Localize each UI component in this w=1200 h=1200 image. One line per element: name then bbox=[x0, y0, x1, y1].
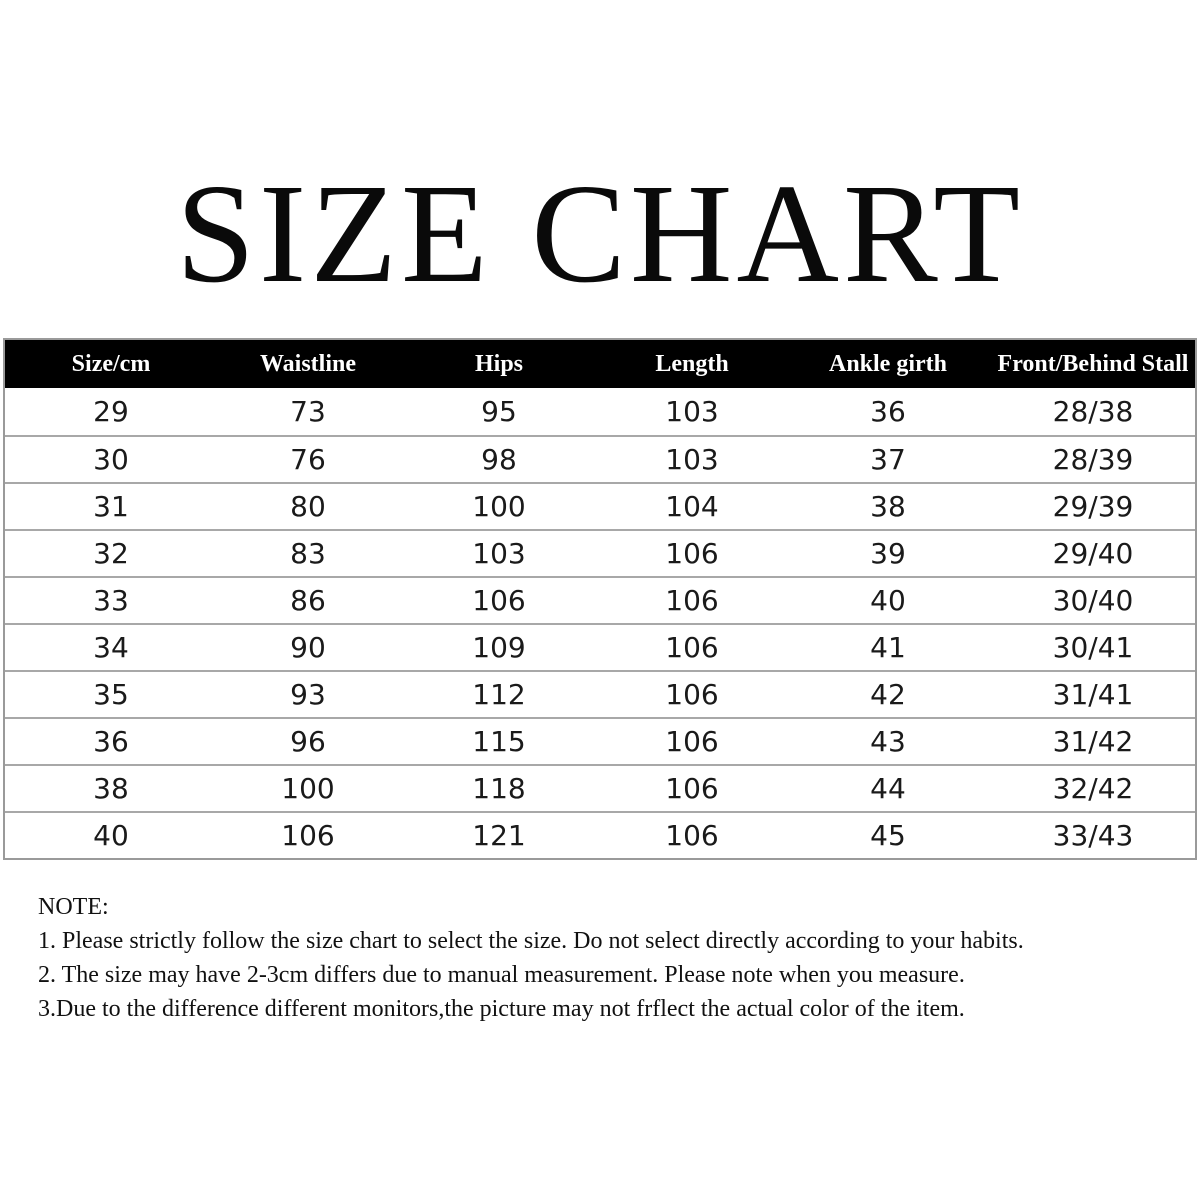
cell-length: 106 bbox=[665, 584, 719, 617]
cell-hips: 118 bbox=[472, 772, 526, 805]
notes-heading: NOTE: bbox=[38, 894, 109, 920]
cell-front-behind-stall: 33/43 bbox=[1052, 819, 1134, 852]
cell-size: 36 bbox=[93, 725, 129, 758]
table-row bbox=[5, 435, 1195, 482]
cell-size: 40 bbox=[93, 819, 129, 852]
cell-size: 35 bbox=[93, 678, 129, 711]
cell-size: 32 bbox=[93, 537, 129, 570]
table-row bbox=[5, 388, 1195, 435]
cell-front-behind-stall: 32/42 bbox=[1052, 772, 1134, 805]
cell-ankle-girth: 45 bbox=[870, 819, 906, 852]
cell-waistline: 76 bbox=[290, 443, 326, 476]
cell-waistline: 73 bbox=[290, 395, 326, 428]
cell-waistline: 83 bbox=[290, 537, 326, 570]
cell-length: 106 bbox=[665, 819, 719, 852]
cell-waistline: 100 bbox=[281, 772, 335, 805]
cell-hips: 121 bbox=[472, 819, 526, 852]
cell-length: 103 bbox=[665, 443, 719, 476]
notes-section bbox=[38, 890, 1188, 1026]
cell-length: 106 bbox=[665, 631, 719, 664]
cell-length: 106 bbox=[665, 678, 719, 711]
cell-front-behind-stall: 28/38 bbox=[1052, 395, 1134, 428]
table-row bbox=[5, 717, 1195, 764]
header-front-behind-stall: Front/Behind Stall bbox=[997, 350, 1189, 377]
table-row bbox=[5, 529, 1195, 576]
table-row bbox=[5, 811, 1195, 858]
table-row bbox=[5, 623, 1195, 670]
size-table bbox=[3, 338, 1197, 860]
table-header-row bbox=[5, 340, 1195, 388]
cell-front-behind-stall: 29/39 bbox=[1052, 490, 1134, 523]
cell-ankle-girth: 37 bbox=[870, 443, 906, 476]
cell-hips: 112 bbox=[472, 678, 526, 711]
cell-hips: 109 bbox=[472, 631, 526, 664]
cell-ankle-girth: 42 bbox=[870, 678, 906, 711]
cell-waistline: 96 bbox=[290, 725, 326, 758]
cell-hips: 115 bbox=[472, 725, 526, 758]
cell-waistline: 90 bbox=[290, 631, 326, 664]
cell-hips: 103 bbox=[472, 537, 526, 570]
cell-waistline: 86 bbox=[290, 584, 326, 617]
header-waistline: Waistline bbox=[259, 350, 356, 377]
cell-length: 106 bbox=[665, 725, 719, 758]
table-row bbox=[5, 764, 1195, 811]
cell-ankle-girth: 44 bbox=[870, 772, 906, 805]
cell-length: 106 bbox=[665, 537, 719, 570]
table-row bbox=[5, 576, 1195, 623]
cell-size: 38 bbox=[93, 772, 129, 805]
cell-size: 33 bbox=[93, 584, 129, 617]
cell-size: 34 bbox=[93, 631, 129, 664]
cell-ankle-girth: 43 bbox=[870, 725, 906, 758]
header-hips: Hips bbox=[474, 350, 524, 377]
cell-length: 103 bbox=[665, 395, 719, 428]
cell-hips: 98 bbox=[481, 443, 517, 476]
cell-waistline: 93 bbox=[290, 678, 326, 711]
table-row bbox=[5, 482, 1195, 529]
cell-size: 30 bbox=[93, 443, 129, 476]
page-title: SIZE CHART bbox=[176, 154, 1024, 312]
header-length: Length bbox=[655, 350, 729, 377]
cell-size: 29 bbox=[93, 395, 129, 428]
note-line-1: 1. Please strictly follow the size chart to select the size. Do not select directly according to your habits. bbox=[38, 928, 1024, 954]
table-row bbox=[5, 670, 1195, 717]
note-line-3: 3.Due to the difference different monitors,the picture may not frflect the actual color of the item. bbox=[38, 996, 965, 1022]
cell-front-behind-stall: 31/42 bbox=[1052, 725, 1134, 758]
cell-front-behind-stall: 28/39 bbox=[1052, 443, 1134, 476]
note-line-2: 2. The size may have 2-3cm differs due to manual measurement. Please note when you measure. bbox=[38, 962, 965, 988]
cell-size: 31 bbox=[93, 490, 129, 523]
cell-length: 106 bbox=[665, 772, 719, 805]
cell-hips: 106 bbox=[472, 584, 526, 617]
cell-ankle-girth: 36 bbox=[870, 395, 906, 428]
cell-hips: 100 bbox=[472, 490, 526, 523]
cell-hips: 95 bbox=[481, 395, 517, 428]
cell-front-behind-stall: 30/41 bbox=[1052, 631, 1134, 664]
cell-waistline: 80 bbox=[290, 490, 326, 523]
cell-ankle-girth: 38 bbox=[870, 490, 906, 523]
header-size: Size/cm bbox=[71, 350, 151, 377]
cell-front-behind-stall: 31/41 bbox=[1052, 678, 1134, 711]
header-ankle-girth: Ankle girth bbox=[828, 350, 947, 377]
cell-ankle-girth: 41 bbox=[870, 631, 906, 664]
cell-front-behind-stall: 29/40 bbox=[1052, 537, 1134, 570]
table-body bbox=[5, 388, 1195, 858]
cell-ankle-girth: 39 bbox=[870, 537, 906, 570]
cell-front-behind-stall: 30/40 bbox=[1052, 584, 1134, 617]
cell-length: 104 bbox=[665, 490, 719, 523]
cell-waistline: 106 bbox=[281, 819, 335, 852]
cell-ankle-girth: 40 bbox=[870, 584, 906, 617]
